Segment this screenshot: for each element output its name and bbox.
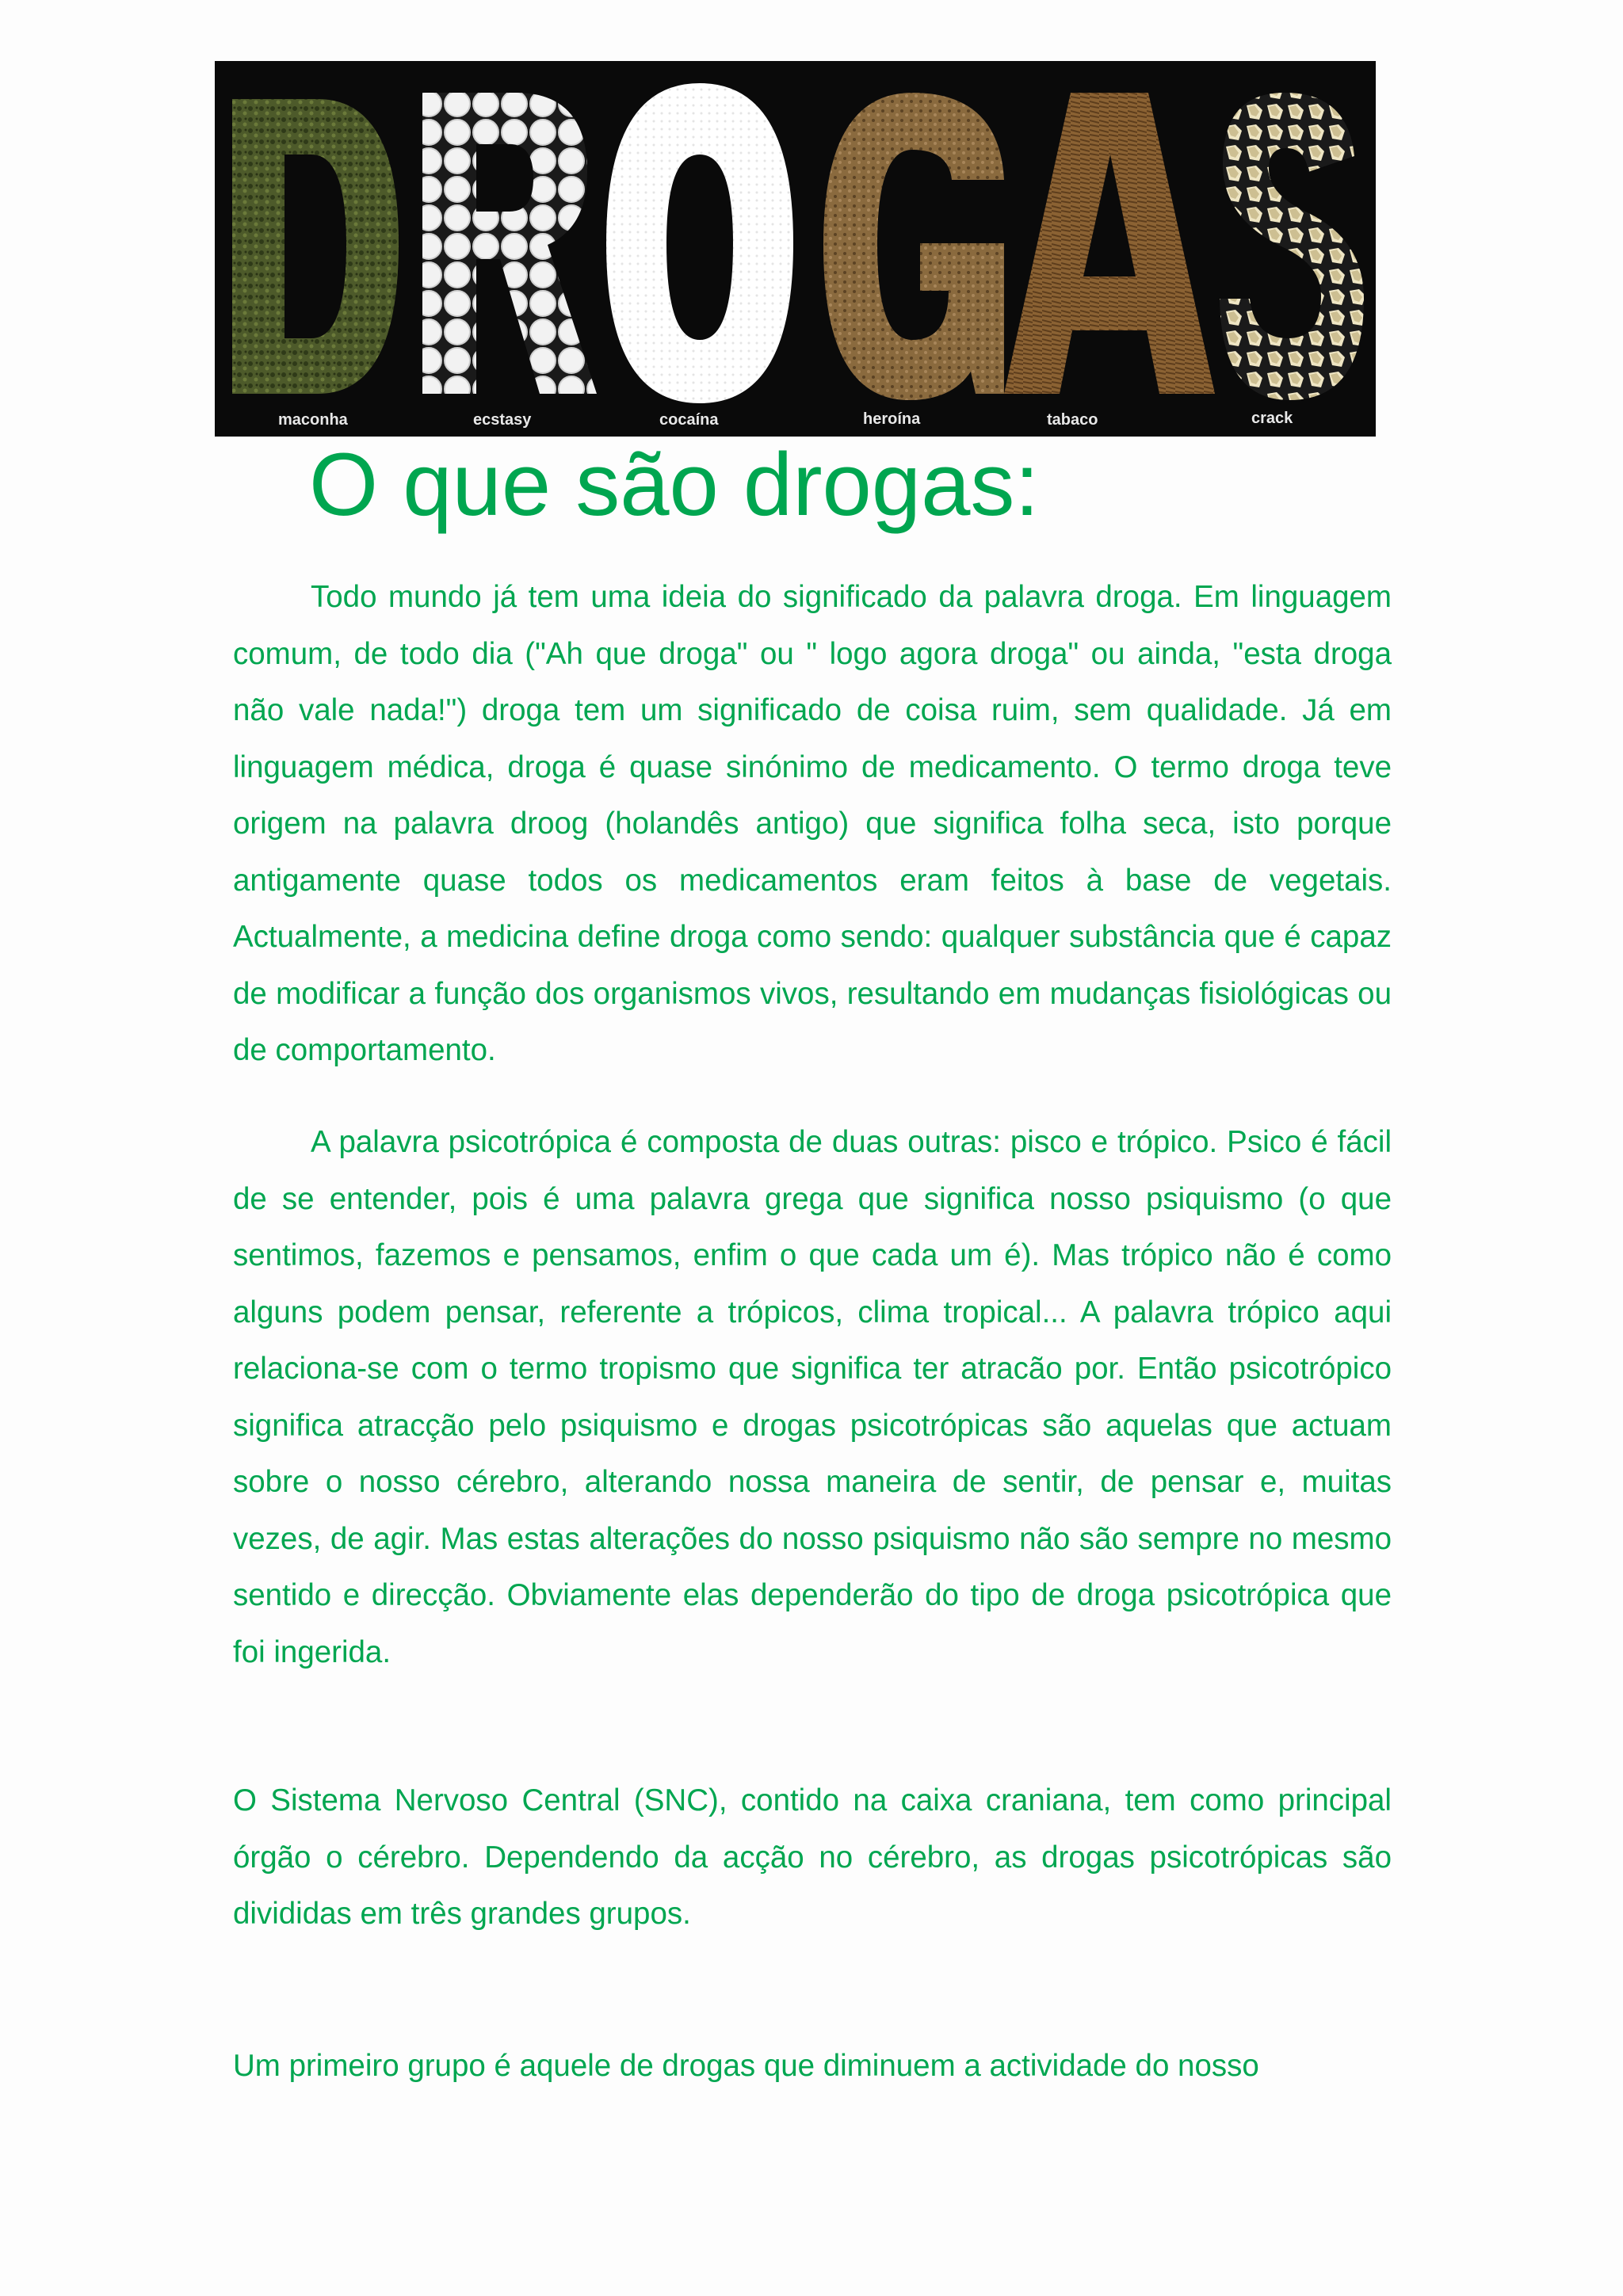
letter-s-crack bbox=[1220, 93, 1364, 400]
drogas-banner-image bbox=[215, 61, 1376, 437]
caption-ecstasy: ecstasy bbox=[473, 411, 532, 429]
caption-heroina: heroína bbox=[863, 410, 921, 428]
paragraph-snc: O Sistema Nervoso Central (SNC), contido na caixa craniana, tem como principal órgão o cérebro. Dependendo da acção no cérebro, as drogas psicotrópicas são divididas em três grandes grupos. bbox=[233, 1783, 1392, 1931]
letter-r-ecstasy bbox=[422, 93, 597, 394]
letter-g-heroina bbox=[823, 93, 1004, 400]
paragraph-psicotropica: A palavra psicotrópica é composta de duas outras: pisco e trópico. Psico é fácil de se entender, pois é uma palavra grega que significa nosso psiquismo (o que sentimos, fazemos e pensamos, enfim o que cada um é). Mas trópico não é como alguns podem pensar, referente a trópicos, clima tropical... A palavra trópico aqui relaciona-se com o termo tropismo que significa ter atracão por. Então psicotrópico significa atracção pelo psiquismo e drogas psicotrópicas são aquelas que actuam sobre o nosso cérebro, alterando nossa maneira de sentir, de pensar e, muitas vezes, de agir. Mas estas alterações do nosso psiquismo não são sempre no mesmo sentido e direcção. Obviamente elas dependerão do tipo de droga psicotrópica que foi ingerida. bbox=[233, 1125, 1392, 1669]
letter-d-maconha bbox=[232, 99, 399, 394]
letter-a-tabaco bbox=[1004, 93, 1215, 394]
caption-maconha: maconha bbox=[278, 411, 348, 429]
page-title: O que são drogas: bbox=[309, 435, 1040, 534]
paragraph-definition: Todo mundo já tem uma ideia do significado da palavra droga. Em linguagem comum, de todo dia ("Ah que droga" ou " logo agora droga" ou ainda, "esta droga não vale nada!") droga tem um significado de coisa ruim, sem qualidade. Já em linguagem médica, droga é quase sinónimo de medicamento. O termo droga teve origem na palavra droog (holandês antigo) que significa folha seca, isto porque antigamente quase todos os medicamentos eram feitos à base de vegetais. Actualmente, a medicina define droga como sendo: qualquer substância que é capaz de modificar a função dos organismos vivos, resultando em mudanças fisiológicas ou de comportamento. bbox=[233, 580, 1392, 1067]
caption-cocaina: cocaína bbox=[659, 411, 719, 429]
caption-tabaco: tabaco bbox=[1047, 411, 1098, 429]
paragraph-primeiro-grupo: Um primeiro grupo é aquele de drogas que diminuem a actividade do nosso bbox=[233, 2049, 1259, 2083]
caption-crack: crack bbox=[1251, 410, 1293, 427]
letter-o-cocaina bbox=[606, 83, 793, 403]
